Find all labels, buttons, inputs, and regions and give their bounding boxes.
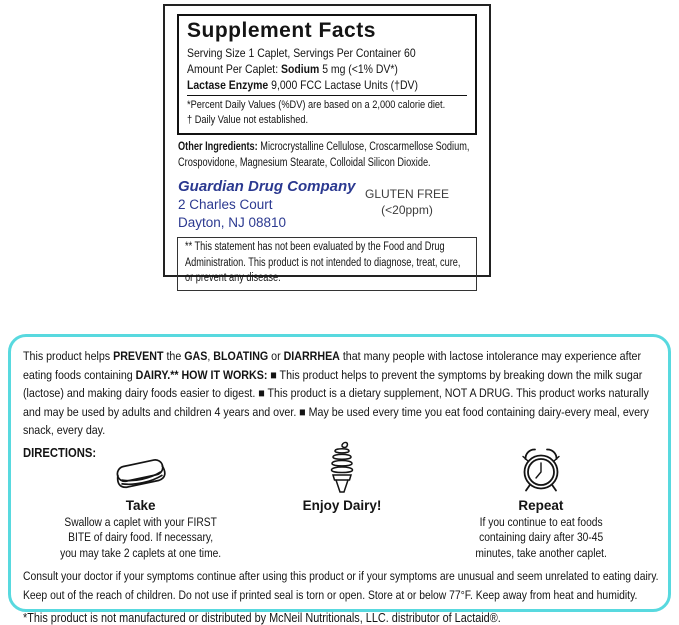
gluten-free-line1: GLUTEN FREE <box>364 187 449 201</box>
step-enjoy-dairy-title: Enjoy Dairy! <box>302 497 382 513</box>
soft-serve-icon <box>258 443 425 495</box>
alarm-clock-icon <box>426 443 656 495</box>
step-take-line: BITE of dairy food. If necessary, <box>68 530 214 545</box>
daily-value-footnote <box>187 98 467 113</box>
company-name: Guardian Drug Company <box>178 178 356 195</box>
divider-rule <box>187 95 467 96</box>
directions-label: DIRECTIONS: <box>23 445 97 460</box>
intro-seg-bold: DIARRHEA <box>283 349 340 363</box>
fda-disclaimer-text: ** This statement has not been evaluated by the Food and Drug Administration. This product is not intended to diagnose, treat, cure, or prevent any disease. <box>185 241 461 284</box>
supplement-label-box <box>163 4 491 284</box>
step-repeat-line: containing dairy after 30-45 <box>478 530 603 545</box>
intro-seg-bold: BLOATING <box>213 349 269 363</box>
other-ingredients <box>178 140 480 171</box>
intro-seg: This product helps <box>23 349 114 363</box>
usage-info-panel <box>8 334 671 625</box>
step-repeat-line: If you continue to eat foods <box>479 514 603 529</box>
company-address-line1: 2 Charles Court <box>178 197 273 212</box>
lactaid-disclaimer-note: *This product is not manufactured or distributed by McNeil Nutritionals, LLC. distributor of Lactaid®. <box>23 609 501 625</box>
intro-seg-bold: DAIRY.** HOW IT WORKS: <box>135 367 268 382</box>
step-take-title: Take <box>125 497 156 513</box>
dagger-footnote-text: † Daily Value not established. <box>187 114 309 126</box>
supplement-facts-panel <box>177 14 477 135</box>
fda-disclaimer-box <box>177 237 477 291</box>
intro-seg: the <box>163 349 185 363</box>
other-ingredients-label: Other Ingredients: <box>178 141 258 153</box>
step-take-line: Swallow a caplet with your FIRST <box>64 514 217 529</box>
sodium-text: Amount Per Caplet: Sodium 5 mg (<1% DV*) <box>187 62 398 76</box>
sodium-row <box>187 61 467 77</box>
serving-size-row <box>187 45 467 61</box>
intro-paragraph <box>23 347 658 440</box>
step-take-line: you may take 2 caplets at one time. <box>60 546 222 561</box>
intro-seg-bold: GAS <box>184 349 208 363</box>
consult-doctor-paragraph: Consult your doctor if your symptoms continue after using this product or if your symptoms are unusual and seem unrelated to eating dairy. Keep out of the reach of children. Do not use if printed seal is torn or open. Store at or below 77°F. Keep away from heat and humidity. <box>23 568 659 602</box>
step-repeat-title: Repeat <box>518 497 564 513</box>
lactase-text: Lactase Enzyme 9,000 FCC Lactase Units (†DV) <box>187 78 418 92</box>
company-and-gluten-row <box>178 177 476 231</box>
daily-value-footnote-text: *Percent Daily Values (%DV) are based on a 2,000 calorie diet. <box>187 99 446 111</box>
intro-seg: that many people with lactose intolerance may experience after eating foods containing <box>23 349 642 382</box>
step-repeat <box>426 443 656 562</box>
step-take <box>23 443 258 562</box>
directions-section <box>23 443 656 562</box>
intro-seg: or <box>268 349 284 363</box>
step-enjoy-dairy <box>258 443 425 515</box>
gluten-free-line2: (<20ppm) <box>381 203 433 217</box>
intro-seg-bold: PREVENT <box>113 349 164 363</box>
other-ingredients-text: Microcrystalline Cellulose, Croscarmellose Sodium, Crospovidone, Magnesium Stearate, Colloidal Silicon Dioxide. <box>178 141 470 169</box>
serving-size-text: Serving Size 1 Caplet, Servings Per Container 60 <box>187 46 416 60</box>
intro-seg: , <box>207 349 214 363</box>
intro-seg: ■ This product helps to prevent the symptoms by breaking down the milk sugar (lactose) and making dairy foods easier to digest. ■ This product is a dietary supplement, NOT A DRUG. This product works naturally and may be used by adults and children 4 years and over. ■ May be used every time you eat food containing dairy-every meal, every snack, every day. <box>23 367 649 437</box>
dagger-footnote <box>187 113 467 128</box>
gluten-free-badge <box>352 186 462 218</box>
step-repeat-line: minutes, take another caplet. <box>475 546 607 561</box>
company-address-line2: Dayton, NJ 08810 <box>178 214 287 230</box>
lactase-row <box>187 77 467 93</box>
supplement-facts-title: Supplement Facts <box>187 19 376 42</box>
